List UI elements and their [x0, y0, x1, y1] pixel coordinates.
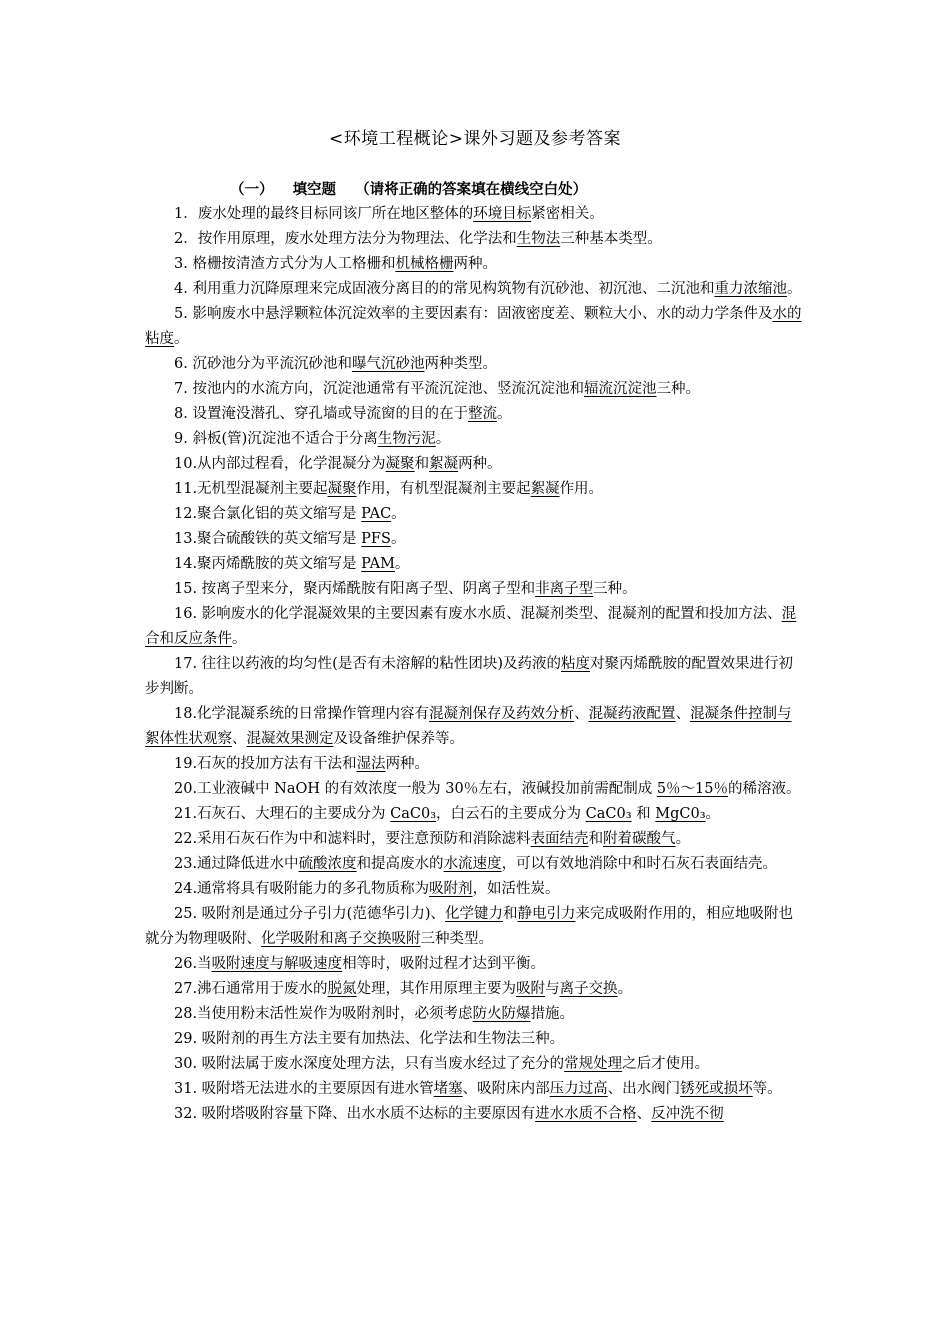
- question-text: 21.石灰石、大理石的主要成分为: [174, 806, 391, 822]
- question-text: 8. 设置淹没潜孔、穿孔墙或导流窗的目的在于: [174, 406, 468, 422]
- question-text: 两种类型。: [424, 356, 497, 372]
- answer-blank: 生物法: [516, 231, 561, 247]
- question-text: 15. 按离子型来分，聚丙烯酰胺有阳离子型、阴离子型和: [174, 581, 536, 597]
- question-text: 30. 吸附法属于废水深度处理方法，只有当废水经过了充分的: [174, 1056, 565, 1072]
- question-text: 9. 斜板(管)沉淀池不适合于分离: [174, 431, 378, 447]
- question-text: 29. 吸附剂的再生方法主要有加热法、化学法和生物法三种。: [174, 1031, 565, 1047]
- question-item: [145, 652, 803, 702]
- question-text: 三种。: [593, 581, 637, 597]
- answer-blank: 混凝条件控制与絮体性状观察: [145, 706, 792, 747]
- question-text: 作用。: [559, 481, 604, 497]
- question-item: [145, 777, 803, 802]
- answer-blank: 附着碳酸气: [603, 831, 676, 847]
- question-text: 6. 沉砂池分为平流沉砂池和: [174, 356, 352, 372]
- answer-blank: 锈死或损坏: [680, 1081, 753, 1097]
- question-text: 、出水阀门: [607, 1081, 681, 1097]
- question-item: [145, 277, 803, 302]
- answer-blank: 防火防爆: [472, 1006, 531, 1022]
- question-item: [145, 602, 803, 652]
- answer-blank: 粘度: [560, 656, 590, 672]
- answer-blank: 静电引力: [517, 906, 576, 922]
- answer-blank: 吸附: [516, 981, 546, 997]
- question-text: 。: [394, 556, 410, 572]
- answer-blank: 凝聚: [327, 481, 357, 497]
- question-text: 22.采用石灰石作为中和滤料时，要注意预防和消除滤料: [174, 831, 531, 847]
- answer-blank: PAC: [361, 506, 392, 522]
- section-number: （一）: [230, 181, 274, 198]
- question-text: 相等时，吸附过程才达到平衡。: [342, 956, 546, 972]
- answer-blank: 常规处理: [564, 1056, 623, 1072]
- question-text: 两种。: [458, 456, 502, 472]
- question-item: [145, 302, 803, 352]
- question-text: 之后才使用。: [622, 1056, 710, 1072]
- question-text: 11.无机型混凝剂主要起: [174, 481, 328, 497]
- question-text: 12.聚合氯化铝的英文缩写是: [174, 506, 362, 522]
- question-text: 7. 按池内的水流方向，沉淀池通常有平流沉淀池、竖流沉淀池和: [174, 381, 584, 397]
- question-text: 。: [786, 281, 802, 297]
- question-list: [145, 202, 803, 1127]
- answer-blank: 水流速度: [443, 856, 502, 872]
- question-item: [145, 827, 803, 852]
- question-text: 和: [502, 906, 518, 922]
- answer-blank: 化学键力: [444, 906, 503, 922]
- question-text: 和: [588, 831, 604, 847]
- question-text: 、: [636, 1106, 652, 1122]
- question-text: 三种类型。: [420, 931, 493, 947]
- question-text: 16. 影响废水的化学混凝效果的主要因素有废水水质、混凝剂类型、混凝剂的配置和投加方法、: [174, 606, 782, 622]
- question-text: 和: [414, 456, 430, 472]
- question-text: 、: [675, 706, 691, 722]
- question-text: 、: [232, 731, 247, 747]
- answer-blank: 混凝药液配置: [588, 706, 676, 722]
- question-item: [145, 502, 803, 527]
- question-item: [145, 527, 803, 552]
- question-item: [145, 452, 803, 477]
- question-item: [145, 852, 803, 877]
- answer-blank: PAM: [361, 556, 395, 572]
- answer-blank: 压力过高: [549, 1081, 608, 1097]
- question-item: [145, 1102, 803, 1127]
- question-text: 。: [174, 331, 189, 347]
- question-text: 18.化学混凝系统的日常操作管理内容有: [174, 706, 430, 722]
- question-text: 和提高废水的: [356, 856, 444, 872]
- question-text: 26.当: [174, 956, 212, 972]
- question-text: 2．按作用原理，废水处理方法分为物理法、化学法和: [174, 231, 517, 247]
- question-text: 的稀溶液。: [728, 781, 801, 797]
- question-text: 。: [496, 406, 512, 422]
- question-item: [145, 427, 803, 452]
- question-text: ，白云石的主要成分为: [436, 806, 586, 822]
- question-item: [145, 1077, 803, 1102]
- question-text: 20.工业液碱中 NaOH 的有效浓度一般为 30％左右，液碱投加前需配制成: [174, 781, 657, 797]
- answer-blank: 絮凝: [429, 456, 459, 472]
- question-text: 3. 格栅按清渣方式分为人工格栅和: [174, 256, 396, 272]
- question-text: 对聚丙烯酰胺的配置效果进行初步判断。: [145, 656, 793, 697]
- question-item: [145, 902, 803, 952]
- question-text: 。: [435, 431, 451, 447]
- question-item: [145, 977, 803, 1002]
- question-item: [145, 702, 803, 752]
- question-text: 等。: [752, 1081, 782, 1097]
- question-text: 19.石灰的投加方法有干法和: [174, 756, 357, 772]
- question-text: 三种。: [656, 381, 700, 397]
- question-text: 13.聚合硫酸铁的英文缩写是: [174, 531, 362, 547]
- answer-blank: 整流: [467, 406, 497, 422]
- answer-blank: MgC0₃: [655, 806, 706, 822]
- answer-blank: 环境目标: [473, 206, 532, 222]
- answer-blank: 湿法: [356, 756, 386, 772]
- answer-blank: 混凝剂保存及药效分析: [429, 706, 575, 722]
- answer-blank: 凝聚: [385, 456, 415, 472]
- question-text: 1．废水处理的最终目标同该厂所在地区整体的: [174, 206, 474, 222]
- question-text: 三种基本类型。: [560, 231, 662, 247]
- question-item: [145, 1027, 803, 1052]
- question-text: 31. 吸附塔无法进水的主要原因有进水管: [174, 1081, 434, 1097]
- section-title: 填空题: [292, 181, 337, 198]
- question-text: 27.沸石通常用于废水的: [174, 981, 328, 997]
- answer-blank: 辐流沉淀池: [583, 381, 657, 397]
- answer-blank: 吸附速度与解吸速度: [211, 956, 343, 972]
- answer-blank: 絮凝: [530, 481, 560, 497]
- question-text: 5. 影响废水中悬浮颗粒体沉淀效率的主要因素有：固液密度差、颗粒大小、水的动力学条件及: [174, 306, 773, 322]
- answer-blank: 重力浓缩池: [714, 281, 787, 297]
- answer-blank: 混凝效果测定: [246, 731, 334, 747]
- question-text: 措施。: [530, 1006, 575, 1022]
- question-text: 处理，其作用原理主要为: [356, 981, 517, 997]
- question-text: 。: [232, 631, 247, 647]
- answer-blank: 反冲洗不彻: [651, 1106, 724, 1122]
- question-text: 4. 利用重力沉降原理来完成固液分离目的的常见构筑物有沉砂池、初沉池、二沉池和: [174, 281, 715, 297]
- question-item: [145, 552, 803, 577]
- answer-blank: 吸附剂: [429, 881, 473, 897]
- question-text: 两种。: [453, 256, 497, 272]
- section-instruction: （请将正确的答案填在横线空白处）: [355, 181, 588, 198]
- question-item: [145, 577, 803, 602]
- question-item: [145, 377, 803, 402]
- answer-blank: 5％～15％: [656, 781, 728, 797]
- answer-blank: CaC0₃: [390, 806, 437, 822]
- question-item: [145, 802, 803, 827]
- question-text: 和: [631, 806, 656, 822]
- question-item: [145, 402, 803, 427]
- answer-blank: 非离子型: [535, 581, 594, 597]
- answer-blank: 生物污泥: [377, 431, 436, 447]
- question-item: [145, 252, 803, 277]
- answer-blank: 离子交换: [559, 981, 618, 997]
- question-item: [145, 952, 803, 977]
- answer-blank: 硫酸浓度: [298, 856, 357, 872]
- question-text: ，如活性炭。: [472, 881, 560, 897]
- question-text: 、: [574, 706, 589, 722]
- question-text: 23.通过降低进水中: [174, 856, 299, 872]
- answer-blank: CaC0₃: [585, 806, 632, 822]
- question-text: 作用，有机型混凝剂主要起: [356, 481, 531, 497]
- answer-blank: PFS: [361, 531, 391, 547]
- question-item: [145, 1002, 803, 1027]
- question-text: 、吸附床内部: [462, 1081, 550, 1097]
- question-text: 。: [390, 531, 406, 547]
- question-item: [145, 227, 803, 252]
- answer-blank: 化学吸附和离子交换吸附: [261, 931, 421, 947]
- answer-blank: 混合和反应条件: [145, 606, 797, 647]
- question-text: 。: [705, 806, 721, 822]
- question-text: 与: [545, 981, 560, 997]
- question-text: 两种。: [385, 756, 430, 772]
- question-text: 25. 吸附剂是通过分子引力(范德华引力)、: [174, 906, 445, 922]
- question-text: 10.从内部过程看，化学混凝分为: [174, 456, 386, 472]
- question-item: [145, 352, 803, 377]
- section-heading: [230, 178, 601, 199]
- answer-blank: 堵塞: [433, 1081, 463, 1097]
- question-text: 17. 往往以药液的均匀性(是否有未溶解的粘性团块)及药液的: [174, 656, 561, 672]
- question-text: 。: [391, 506, 406, 522]
- question-item: [145, 752, 803, 777]
- question-text: 14.聚丙烯酰胺的英文缩写是: [174, 556, 362, 572]
- question-text: ，可以有效地消除中和时石灰石表面结壳。: [501, 856, 778, 872]
- question-item: [145, 477, 803, 502]
- page-title: <环境工程概论>课外习题及参考答案: [329, 129, 621, 149]
- answer-blank: 水的粘度: [145, 306, 802, 347]
- question-item: [145, 1052, 803, 1077]
- answer-blank: 曝气沉砂池: [351, 356, 425, 372]
- answer-blank: 进水水质不合格: [535, 1106, 637, 1122]
- question-text: 来完成吸附作用的，相应地吸附也就分为物理吸附、: [145, 906, 793, 947]
- question-text: 。: [617, 981, 633, 997]
- question-text: 32. 吸附塔吸附容量下降、出水水质不达标的主要原因有: [174, 1106, 536, 1122]
- answer-blank: 表面结壳: [530, 831, 589, 847]
- question-text: 。: [675, 831, 691, 847]
- question-item: [145, 877, 803, 902]
- answer-blank: 机械格栅: [395, 256, 454, 272]
- question-text: 24.通常将具有吸附能力的多孔物质称为: [174, 881, 430, 897]
- question-text: 28.当使用粉末活性炭作为吸附剂时，必须考虑: [174, 1006, 473, 1022]
- answer-blank: 脱氮: [327, 981, 357, 997]
- question-text: 及设备维护保养等。: [333, 731, 464, 747]
- question-item: [145, 202, 803, 227]
- question-text: 紧密相关。: [531, 206, 604, 222]
